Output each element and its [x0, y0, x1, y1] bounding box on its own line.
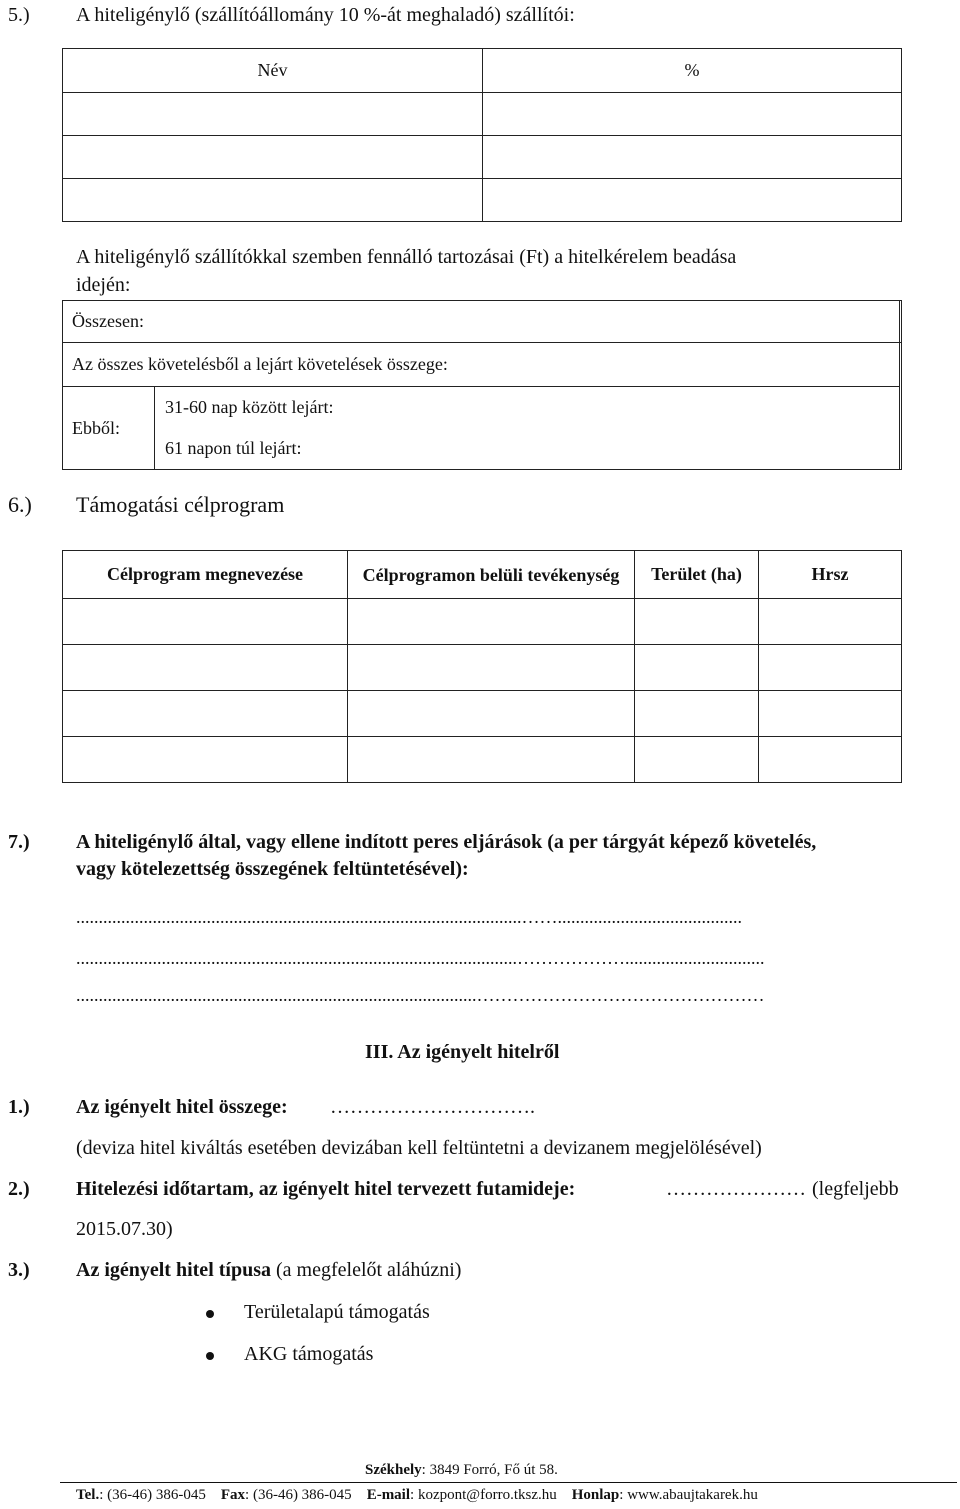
- overdue-value-cell[interactable]: [899, 343, 901, 470]
- lawsuits-fill-line[interactable]: ..................................................................................................………………...............................: [76, 948, 765, 968]
- part-3-heading: III. Az igényelt hitelről: [365, 1041, 560, 1063]
- program-activity-cell[interactable]: [348, 645, 635, 691]
- section-7-title-line-2: vagy kötelezettség összegének feltüntetésével):: [76, 858, 469, 880]
- item-3-number: 3.): [8, 1259, 30, 1281]
- item-2-number: 2.): [8, 1178, 30, 1200]
- header-hrsz: Hrsz: [759, 551, 902, 599]
- header-area: Terület (ha): [635, 551, 759, 599]
- program-name-cell[interactable]: [63, 599, 348, 645]
- debt-title-line-2: idején:: [76, 274, 131, 296]
- item-1-label: Az igényelt hitel összege:: [76, 1096, 288, 1118]
- bullet-icon: [206, 1352, 214, 1360]
- target-program-table: [62, 550, 902, 783]
- fax-value: : (36-46) 386-045: [245, 1487, 352, 1503]
- supplier-percent-cell[interactable]: [483, 179, 902, 222]
- area-cell[interactable]: [635, 645, 759, 691]
- supplier-percent-cell[interactable]: [483, 93, 902, 136]
- section-5-title: A hiteligénylő (szállítóállomány 10 %-át meghaladó) szállítói:: [76, 4, 575, 26]
- section-5-number: 5.): [8, 4, 30, 26]
- supplier-name-cell[interactable]: [63, 179, 483, 222]
- section-7-title-line-1: A hiteligénylő által, vagy ellene indított peres eljárások (a per tárgyát képező követelés,: [76, 831, 817, 853]
- hrsz-cell[interactable]: [759, 645, 902, 691]
- footer-divider: [60, 1482, 957, 1483]
- loan-type-option-akg[interactable]: AKG támogatás: [244, 1343, 374, 1365]
- lawsuits-fill-line[interactable]: ...................................................................................................…….........................................: [76, 907, 742, 927]
- hq-label: Székhely: [365, 1462, 422, 1478]
- section-6-title: Támogatási célprogram: [76, 492, 285, 517]
- program-activity-cell[interactable]: [348, 737, 635, 783]
- web-label: Honlap: [571, 1487, 620, 1503]
- supplier-name-cell[interactable]: [63, 93, 483, 136]
- header-program-activity: Célprogramon belüli tevékenység: [348, 551, 635, 599]
- tel-value: : (36-46) 386-045: [99, 1487, 206, 1503]
- item-3-text: [76, 1259, 461, 1282]
- email-value[interactable]: : kozpont@forro.tksz.hu: [410, 1487, 557, 1503]
- item-3-label: Az igényelt hitel típusa: [76, 1259, 271, 1281]
- program-name-cell[interactable]: [63, 691, 348, 737]
- supplier-percent-cell[interactable]: [483, 136, 902, 179]
- loan-amount-field[interactable]: ………………………….: [330, 1096, 535, 1118]
- item-2-label: Hitelezési időtartam, az igényelt hitel tervezett futamideje:: [76, 1178, 576, 1200]
- row-overdue-label: Az összes követelésből a lejárt követelések összege:: [63, 343, 900, 387]
- area-cell[interactable]: [635, 691, 759, 737]
- web-value[interactable]: : www.abaujtakarek.hu: [619, 1487, 758, 1503]
- item-2-suffix: (legfeljebb: [812, 1178, 899, 1200]
- item-1-note: (deviza hitel kiváltás esetében devizában kell feltüntetni a devizanem megjelölésével): [76, 1137, 762, 1159]
- section-7-number: 7.): [8, 831, 30, 853]
- hq-value: : 3849 Forró, Fő út 58.: [421, 1462, 558, 1478]
- item-2-deadline: 2015.07.30): [76, 1218, 173, 1240]
- range-31-60-label: 31-60 nap között lejárt:: [165, 397, 334, 417]
- suppliers-table: [62, 48, 902, 222]
- header-program-name: Célprogram megnevezése: [63, 551, 348, 599]
- item-1-number: 1.): [8, 1096, 30, 1118]
- loan-term-field[interactable]: …………………: [666, 1178, 806, 1200]
- hrsz-cell[interactable]: [759, 737, 902, 783]
- debt-table: [62, 300, 902, 470]
- supplier-name-cell[interactable]: [63, 136, 483, 179]
- lawsuits-fill-line[interactable]: .........................................................................................…………………………………………: [76, 985, 765, 1005]
- row-total-label: Összesen:: [63, 301, 900, 343]
- program-name-cell[interactable]: [63, 645, 348, 691]
- range-61-plus-label: 61 napon túl lejárt:: [165, 438, 302, 458]
- bullet-icon: [206, 1310, 214, 1318]
- header-name: Név: [63, 49, 483, 93]
- footer-headquarters: [365, 1462, 558, 1479]
- area-cell[interactable]: [635, 599, 759, 645]
- debt-title-line-1: A hiteligénylő szállítókkal szemben fennálló tartozásai (Ft) a hitelkérelem beadása: [76, 246, 737, 268]
- program-activity-cell[interactable]: [348, 599, 635, 645]
- program-name-cell[interactable]: [63, 737, 348, 783]
- hrsz-cell[interactable]: [759, 691, 902, 737]
- area-cell[interactable]: [635, 737, 759, 783]
- program-activity-cell[interactable]: [348, 691, 635, 737]
- hrsz-cell[interactable]: [759, 599, 902, 645]
- header-percent: %: [483, 49, 902, 93]
- loan-type-option-area-based[interactable]: Területalapú támogatás: [244, 1301, 430, 1323]
- footer-contacts: [76, 1487, 758, 1504]
- item-3-note: (a megfelelőt aláhúzni): [276, 1259, 462, 1281]
- fax-label: Fax: [220, 1487, 246, 1503]
- total-value-cell[interactable]: [899, 301, 901, 343]
- section-6-number: 6.): [8, 492, 32, 517]
- row-of-which-label: Ebből:: [63, 387, 155, 470]
- tel-label: Tel.: [76, 1487, 100, 1503]
- email-label: E-mail: [366, 1487, 411, 1503]
